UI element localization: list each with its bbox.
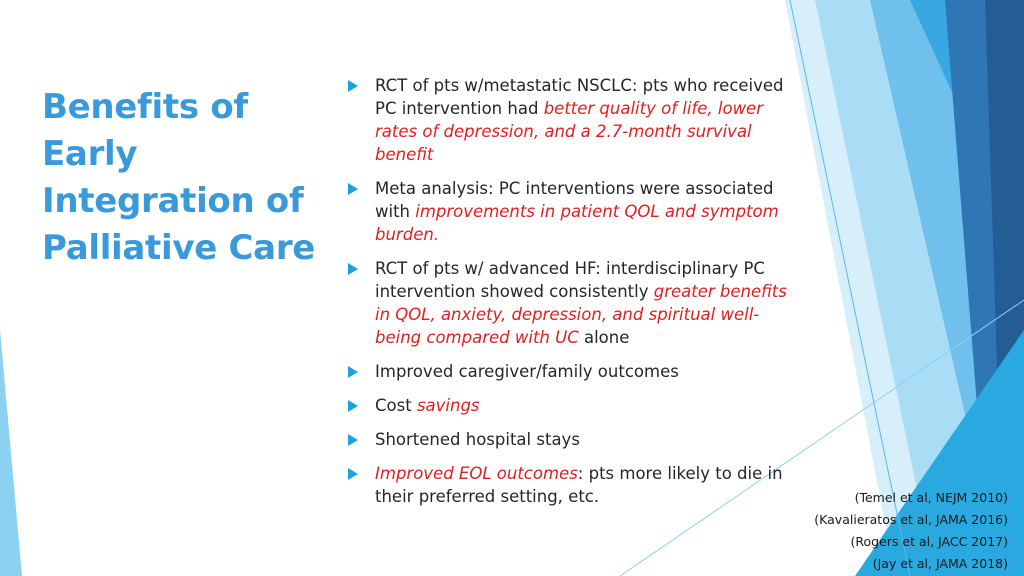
- bullet-highlight: greater benefits in QOL, anxiety, depression, and spiritual well-being compared with UC: [375, 282, 787, 347]
- bullet-item-eol: [346, 462, 796, 508]
- reference-kavalieratos: (Kavalieratos et al, JAMA 2016): [814, 512, 1008, 527]
- bullet-item-rct-hf: [346, 257, 796, 349]
- bullet-arrow-icon: [348, 468, 358, 480]
- title-line-3: Palliative Care: [42, 228, 316, 268]
- bullet-text-suffix: alone: [578, 328, 630, 347]
- bullet-item-cost: [346, 394, 796, 417]
- bullet-text: RCT of pts w/metastatic NSCLC: pts who received PC intervention had: [375, 76, 784, 118]
- bullet-text: Improved caregiver/family outcomes: [375, 362, 679, 381]
- bullet-arrow-icon: [348, 400, 358, 412]
- bullet-item-meta-analysis: [346, 177, 796, 246]
- bullet-highlight: Improved EOL outcomes: [375, 464, 578, 483]
- bullet-item-hospital-stays: [346, 428, 796, 451]
- bullet-text: Cost: [375, 396, 417, 415]
- bullet-highlight: better quality of life, lower rates of depression, and a 2.7-month survival benefit: [375, 99, 763, 164]
- bullet-arrow-icon: [348, 183, 358, 195]
- bullet-text-suffix: : pts more likely to die in their preferred setting, etc.: [375, 464, 783, 506]
- bullet-arrow-icon: [348, 366, 358, 378]
- bullet-text: RCT of pts w/ advanced HF: interdisciplinary PC intervention showed consistently: [375, 259, 765, 301]
- title-line-1: Benefits of Early: [42, 87, 248, 174]
- bullet-text: Shortened hospital stays: [375, 430, 580, 449]
- bullet-item-rct-nsclc: [346, 74, 796, 166]
- reference-temel: (Temel et al, NEJM 2010): [854, 490, 1008, 505]
- bullet-arrow-icon: [348, 434, 358, 446]
- bullet-arrow-icon: [348, 263, 358, 275]
- bullet-item-caregiver: [346, 360, 796, 383]
- bullet-list: [346, 74, 796, 519]
- reference-rogers: (Rogers et al, JACC 2017): [850, 534, 1008, 549]
- references-block: [814, 487, 1008, 575]
- bullet-highlight: savings: [416, 396, 480, 415]
- left-accent-strip: [0, 330, 22, 576]
- bullet-text: Meta analysis: PC interventions were associated with: [375, 179, 774, 221]
- bullet-highlight: improvements in patient QOL and symptom burden.: [375, 202, 779, 244]
- bullet-arrow-icon: [348, 80, 358, 92]
- title-line-2: Integration of: [42, 181, 304, 221]
- slide-title: [42, 84, 342, 272]
- reference-jay: (Jay et al, JAMA 2018): [872, 556, 1008, 571]
